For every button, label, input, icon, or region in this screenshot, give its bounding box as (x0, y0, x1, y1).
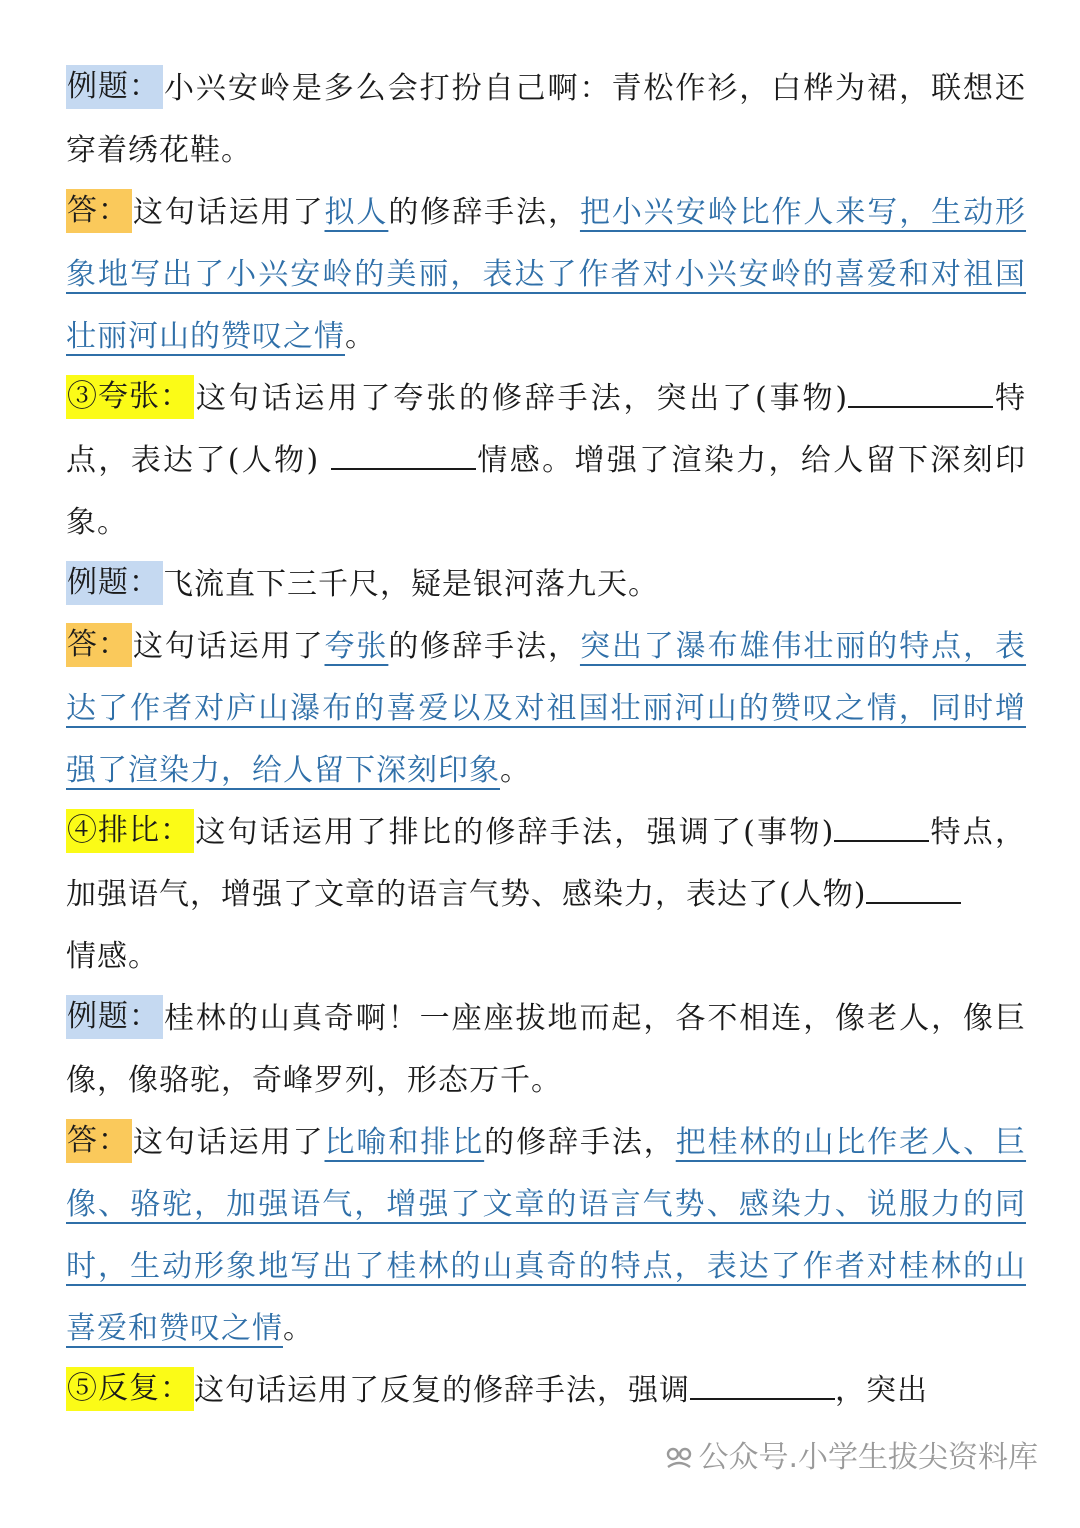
watermark (664, 1432, 1038, 1476)
rhetoric-type-label: ④排比： (66, 809, 194, 853)
answer-end: 。 (345, 319, 376, 354)
answer-end: 。 (283, 1311, 314, 1346)
rhetoric-term: 夸张 (324, 629, 389, 664)
fill-blank (866, 876, 961, 904)
answer-explanation: 把桂林的山比作老人、巨像、骆驼，加强语气，增强了文章的语言气势、感染力、说服力的同时，生动形象地写出了桂林的山真奇的特点，表达了作者对桂林的山喜爱和赞叹之情 (66, 1125, 1027, 1346)
example-label: 例题： (66, 561, 163, 605)
answer-paragraph (66, 182, 1026, 368)
fill-blank (848, 380, 993, 408)
example-label: 例题： (66, 65, 163, 109)
answer-paragraph (66, 1112, 1026, 1360)
example-paragraph (66, 988, 1026, 1112)
rhetoric-type-label: ③夸张： (66, 375, 194, 419)
fill-blank (834, 814, 929, 842)
template-text-3: 情感。 (66, 939, 159, 974)
document-page (66, 58, 1026, 1422)
example-label: 例题： (66, 995, 163, 1039)
answer-explanation: 把小兴安岭比作人来写，生动形象地写出了小兴安岭的美丽，表达了作者对小兴安岭的喜爱和对祖国壮丽河山的赞叹之情 (66, 195, 1027, 354)
answer-label: 答： (66, 189, 132, 233)
watermark-text: 公众号.小学生拔尖资料库 (698, 1440, 1038, 1475)
template-text-2: 特点，表达了(人物) (66, 381, 1026, 478)
answer-middle: 的修辞手法， (388, 195, 580, 230)
rhetoric-type-paragraph (66, 368, 1026, 554)
example-text: 小兴安岭是多么会打扮自己啊：青松作衫，白桦为裙，联想还穿着绣花鞋。 (66, 71, 1026, 168)
template-text-1: 这句话运用了反复的修辞手法，强调 (194, 1373, 690, 1408)
answer-label: 答： (66, 1119, 132, 1163)
rhetoric-term: 拟人 (324, 195, 389, 230)
rhetoric-type-label: ⑤反复： (66, 1367, 194, 1411)
answer-prefix: 这句话运用了 (132, 195, 325, 230)
answer-end: 。 (500, 753, 531, 788)
answer-prefix: 这句话运用了 (132, 1125, 325, 1160)
answer-label: 答： (66, 623, 132, 667)
rhetoric-type-paragraph (66, 1360, 1026, 1422)
answer-explanation: 突出了瀑布雄伟壮丽的特点，表达了作者对庐山瀑布的喜爱以及对祖国壮丽河山的赞叹之情，同时增强了渲染力，给人留下深刻印象 (66, 629, 1027, 788)
fill-blank (331, 442, 476, 470)
template-text-1: 这句话运用了夸张的修辞手法，突出了(事物) (194, 381, 849, 416)
wechat-channel-icon (664, 1445, 694, 1471)
example-text: 桂林的山真奇啊！一座座拔地而起，各不相连，像老人，像巨像，像骆驼，奇峰罗列，形态万千。 (66, 1001, 1026, 1098)
answer-middle: 的修辞手法， (484, 1125, 676, 1160)
answer-middle: 的修辞手法， (388, 629, 580, 664)
rhetoric-type-paragraph (66, 802, 1026, 988)
answer-prefix: 这句话运用了 (132, 629, 325, 664)
answer-paragraph (66, 616, 1026, 802)
fill-blank (690, 1372, 835, 1400)
rhetoric-term: 比喻和排比 (324, 1125, 485, 1160)
example-text: 飞流直下三千尺，疑是银河落九天。 (163, 567, 659, 602)
example-paragraph (66, 554, 1026, 616)
template-text-1: 这句话运用了排比的修辞手法，强调了(事物) (194, 815, 835, 850)
template-text-2: ，突出 (835, 1373, 928, 1408)
example-paragraph (66, 58, 1026, 182)
template-text-2: 特点，加强语气，增强了文章的语言气势、感染力，表达了(人物) (66, 815, 1026, 912)
template-text-3: 情感。增强了渲染力，给人留下深刻印象。 (66, 443, 1026, 540)
